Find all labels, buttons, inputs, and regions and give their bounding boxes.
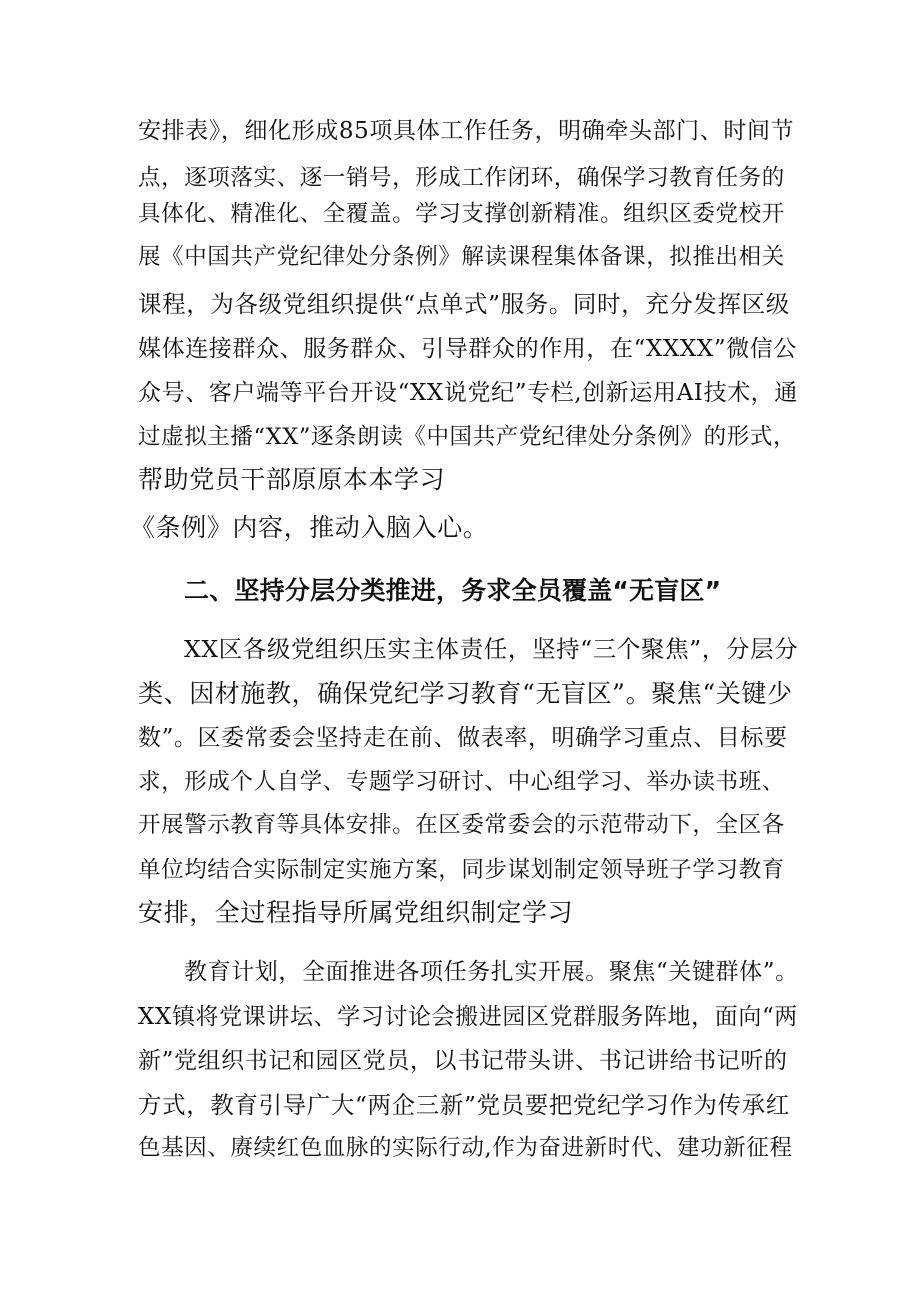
text-line: 色基因、赓续红色血脉的实际行动,作为奋进新时代、建功新征程 [138,1135,793,1161]
text-line: 教育计划，全面推进各项任务扎实开展。聚焦“关键群体”。 [184,959,799,985]
text-line: 众号、客户端等平台开设“XX说党纪”专栏,创新运用AI技术，通 [138,380,798,406]
text-line: XX区各级党组织压实主体责任，坚持“三个聚焦”，分层分 [184,635,799,663]
text-line: 课程，为各级党组织提供“点单式”服务。同时，充分发挥区级 [138,290,790,318]
section-heading: 二、坚持分层分类推进，务求全员覆盖“无盲区” [184,576,722,605]
text-line: 单位均结合实际制定实施方案，同步谋划制定领导班子学习教育 [138,857,785,883]
text-line: 新”党组织书记和园区党员，以书记带头讲、书记讲给书记听的 [138,1048,788,1074]
text-line: 安排，全过程指导所属党组织制定学习 [138,898,574,927]
text-line: 展《中国共产党纪律处分条例》解读课程集体备课，拟推出相关 [138,244,785,270]
text-line: 点，逐项落实、逐一销号，形成工作闭环，确保学习教育任务的 [138,165,785,191]
text-line: 数”。区委常委会坚持走在前、做表率，明确学习重点、目标要 [138,725,788,751]
text-line: 类、因材施教，确保党纪学习教育“无盲区”。聚焦“关键少 [138,679,793,708]
text-line: 具体化、精准化、全覆盖。学习支撑创新精准。组织区委党校开 [138,201,785,227]
text-line: 开展警示教育等具体安排。在区委常委会的示范带动下，全区各 [138,812,785,838]
text-line: 过虚拟主播“XX”逐条朗读《中国共产党纪律处分条例》的形式， [138,424,797,450]
text-line: 帮助党员干部原原本本学习 [138,465,446,494]
text-line: 安排表》，细化形成85项具体工作任务，明确牵头部门、时间节 [138,118,795,144]
text-line: XX镇将党课讲坛、学习讨论会搬进园区党群服务阵地，面向“两 [138,1004,798,1030]
text-line: 求，形成个人自学、专题学习研讨、中心组学习、举办读书班、 [138,769,785,795]
text-line: 媒体连接群众、服务群众、引导群众的作用，在“XXXX”微信公 [138,336,798,362]
text-line: 《条例》内容，推动入脑入心。 [130,513,489,542]
text-line: 方式，教育引导广大“两企三新”党员要把党纪学习作为传承红 [138,1091,790,1119]
